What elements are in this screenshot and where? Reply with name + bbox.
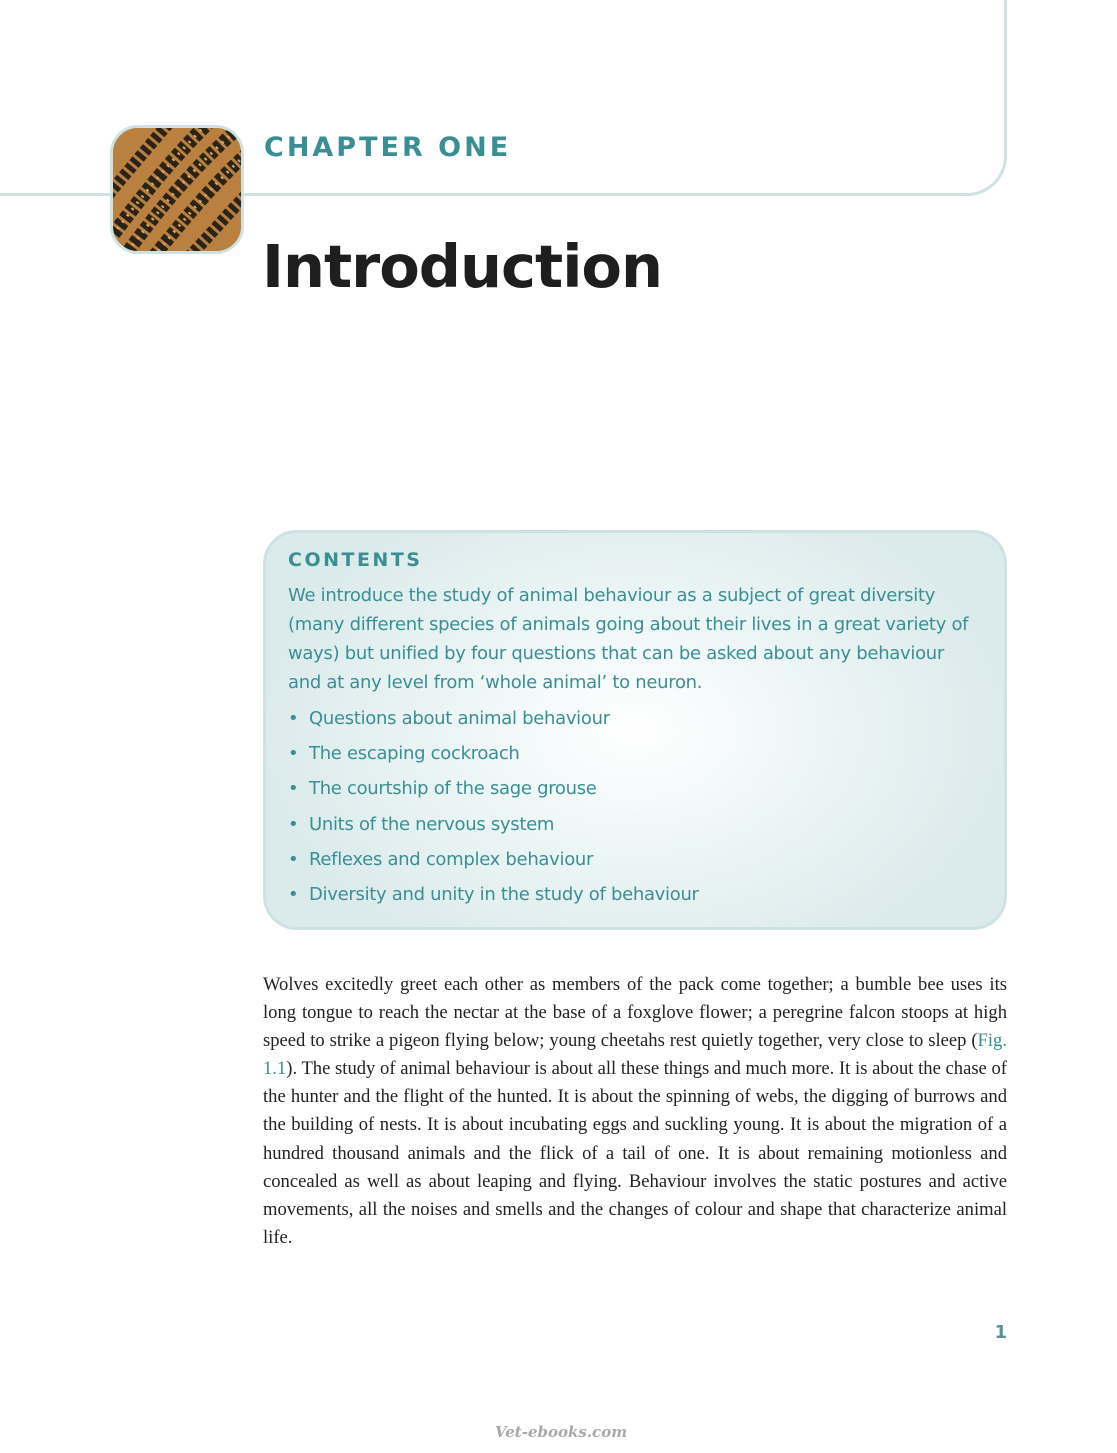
contents-box (263, 530, 1007, 930)
contents-item-label: Reflexes and complex behaviour (309, 848, 594, 870)
chapter-thumbnail-image (110, 125, 244, 254)
contents-list-item (288, 877, 980, 912)
watermark-logo: Vet-ebooks.com (495, 1423, 628, 1441)
chapter-title: Introduction (262, 232, 662, 301)
contents-item-label: Diversity and unity in the study of behaviour (309, 884, 699, 906)
body-text-end: ). The study of animal behaviour is about all these things and much more. It is about the chase of the hunter and the flight of the hunted. It is about the spinning of webs, the digging of burrows and the building of nests. It is about incubating eggs and suckling young. It is about the migration of a hundred thousand animals and the flick of a tail of one. It is about remaining motionless and concealed as well as about leaping and flying. Behaviour involves the static postures and active movements, all the noises and smells and the changes of colour and shape that characterize animal life. (263, 1058, 1007, 1248)
bullet-icon: • (288, 743, 299, 765)
feather-pattern-icon (113, 128, 241, 251)
body-text-start: Wolves excitedly greet each other as members of the pack come together; a bumble bee uses its long tongue to reach the nectar at the base of a foxglove flower; a peregrine falcon stoops at high speed to strike a pigeon flying below; young cheetahs rest quietly together, very close to sleep ( (263, 974, 1007, 1052)
contents-item-label: The courtship of the sage grouse (309, 778, 597, 800)
figure-reference-link[interactable]: Fig. 1.1 (263, 1030, 1007, 1080)
bullet-icon: • (288, 708, 299, 729)
page-number: 1 (994, 1322, 1007, 1343)
contents-item-label: The escaping cockroach (309, 743, 520, 765)
contents-item-label: Questions about animal behaviour (309, 708, 610, 729)
contents-item-label: Units of the nervous system (309, 813, 555, 835)
contents-list-item (288, 736, 980, 771)
bullet-icon: • (288, 884, 299, 906)
bullet-icon: • (288, 848, 299, 870)
bullet-icon: • (288, 813, 299, 835)
bullet-icon: • (288, 778, 299, 800)
contents-intro: We introduce the study of animal behaviour as a subject of great diversity (many different species of animals going about their lives in a great variety of ways) but unified by four questions that can be asked about any behaviour and at any level from ‘whole animal’ to neuron. (288, 585, 969, 693)
chapter-label: CHAPTER ONE (264, 132, 512, 163)
contents-heading: CONTENTS (288, 549, 423, 571)
body-paragraph (263, 971, 1007, 1252)
contents-list (288, 701, 980, 912)
contents-list-item (288, 807, 980, 842)
contents-list-item (288, 701, 980, 736)
contents-list-item (288, 771, 980, 806)
contents-list-item (288, 842, 980, 877)
